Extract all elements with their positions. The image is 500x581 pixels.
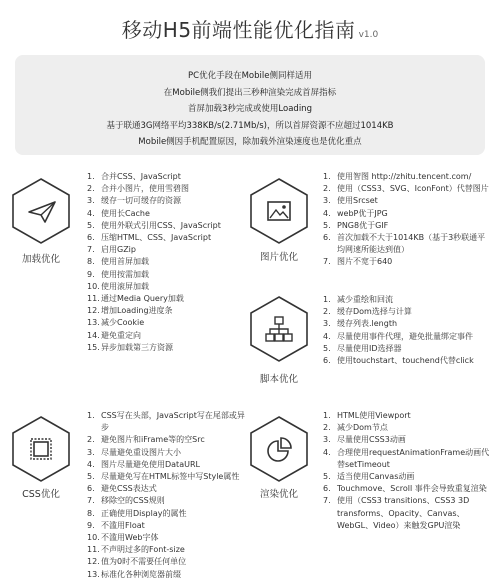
list-item-number: 6. [87, 233, 95, 243]
list-item [87, 195, 247, 207]
list-item-number: 3. [87, 447, 95, 457]
list-item-number: 4. [323, 447, 331, 457]
list-item [323, 256, 493, 268]
list-item-number: 7. [87, 245, 95, 255]
list-item-number: 8. [87, 508, 95, 518]
list-item-number: 9. [87, 520, 95, 530]
script-hexagon [250, 296, 308, 362]
list-item-number: 6. [323, 484, 331, 494]
list-item-number: 4. [87, 208, 95, 218]
list-item-number: 11. [87, 294, 100, 304]
list-item [323, 183, 493, 195]
list-item-number: 1. [323, 172, 331, 181]
list-item-text: 启用GZip [101, 245, 136, 255]
list-item [323, 422, 493, 434]
list-item [323, 410, 493, 422]
list-item [87, 471, 252, 483]
page-title [0, 14, 500, 43]
list-item-number: 3. [323, 435, 331, 445]
list-item [323, 306, 493, 318]
list-item [323, 434, 493, 446]
pie-chart-icon [250, 416, 308, 482]
list-item-number: 15. [87, 342, 100, 352]
list-item [87, 520, 252, 532]
list-item-text: 标准化各种浏览器前缀 [101, 569, 181, 579]
list-item [87, 305, 247, 317]
list-item [87, 459, 252, 471]
list-item-text: 使用（CSS3 transitions、CSS3 3D transforms、Opacity、Canvas、WebGL、Video）来触发GPU渲染 [337, 496, 470, 530]
list-item [323, 343, 493, 355]
list-item-text: HTML使用Viewport [337, 411, 411, 420]
list-item-text: Touchmove、Scroll 事件会导致重复渲染 [337, 484, 487, 494]
summary-line: 基于联通3G网络平均338KB/s(2.71Mb/s)，所以首屏资源不应超过1014KB [106, 120, 394, 131]
list-item [323, 331, 493, 343]
list-item [87, 220, 247, 232]
list-item-text: 通过Media Query加载 [101, 294, 184, 304]
list-item-number: 1. [87, 411, 95, 420]
list-item [87, 183, 247, 195]
css-hexagon [12, 416, 70, 482]
list-item [87, 293, 247, 305]
list-item [87, 483, 252, 495]
list-item [87, 342, 247, 354]
list-item-text: 尽量使用CSS3动画 [337, 435, 406, 445]
list-item [87, 508, 252, 520]
list-item-text: 尽量使用事件代理，避免批量绑定事件 [337, 331, 473, 341]
list-item [87, 544, 252, 556]
list-item-text: 压缩HTML、CSS、JavaScript [101, 233, 212, 243]
sitemap-icon [250, 296, 308, 362]
list-item-text: 值为0时不需要任何单位 [101, 557, 187, 567]
list-item-text: 避免图片和iFrame等的空Src [101, 435, 205, 445]
list-item [87, 330, 247, 342]
list-item-text: 使用（CSS3、SVG、IconFont）代替图片 [337, 184, 489, 194]
list-item [87, 532, 252, 544]
list-item-text: 图片不宽于640 [337, 257, 393, 267]
list-item [323, 294, 493, 306]
paper-plane-icon [12, 178, 70, 244]
list-item-text: 缓存列表.length [337, 319, 398, 329]
list-item-number: 12. [87, 306, 100, 316]
list-item-number: 2. [323, 423, 331, 433]
list-item-number: 7. [87, 496, 95, 506]
script-label: 脚本优化 [259, 374, 298, 385]
list-item-number: 10. [87, 533, 100, 543]
list-item-text: PNG8优于GIF [337, 220, 389, 230]
list-item-text: 合并CSS、JavaScript [101, 172, 181, 181]
list-item [87, 256, 247, 268]
list-item-text: 使用Srcset [337, 196, 378, 206]
image-list [323, 171, 493, 269]
css-label: CSS优化 [22, 489, 60, 500]
list-item-text: 尽量避免重设图片大小 [101, 447, 181, 457]
list-item-text: 使用touchstart、touchend代替click [337, 356, 474, 366]
list-item-number: 2. [323, 307, 331, 317]
list-item-text: 适当使用Canvas动画 [337, 472, 415, 482]
list-item [323, 355, 493, 367]
list-item-number: 6. [323, 356, 331, 366]
list-item-number: 4. [87, 459, 95, 469]
render-hexagon [250, 416, 308, 482]
list-item-text: 不滥用Web字体 [101, 533, 159, 543]
list-item-number: 2. [87, 435, 95, 445]
list-item-number: 10. [87, 281, 100, 291]
list-item [87, 556, 252, 568]
list-item-number: 3. [323, 319, 331, 329]
render-list [323, 410, 493, 532]
list-item-text: 使用外联式引用CSS、JavaScript [101, 220, 221, 230]
loading-hexagon [12, 178, 70, 244]
list-item-number: 5. [323, 220, 331, 230]
list-item-text: CSS写在头部，JavaScript写在尾部或异步 [101, 411, 245, 433]
list-item-number: 2. [323, 184, 331, 194]
list-item-number: 7. [323, 496, 331, 506]
list-item [323, 447, 493, 471]
list-item [87, 171, 247, 183]
list-item-number: 12. [87, 557, 100, 567]
list-item-text: 避免CSS表达式 [101, 484, 157, 494]
list-item-number: 4. [323, 208, 331, 218]
loading-list [87, 171, 247, 354]
list-item-number: 5. [87, 220, 95, 230]
list-item [87, 495, 252, 507]
list-item-number: 6. [323, 233, 331, 243]
list-item-text: 异步加载第三方资源 [101, 342, 173, 352]
list-item-text: 使用长Cache [101, 208, 150, 218]
list-item-number: 1. [87, 172, 95, 181]
list-item-number: 13. [87, 569, 100, 579]
list-item-number: 2. [87, 184, 95, 194]
list-item-text: 使用按需加载 [101, 269, 149, 279]
image-icon [250, 178, 308, 244]
list-item [87, 447, 252, 459]
list-item-text: 合理使用requestAnimationFrame动画代替setTimeout [337, 447, 490, 469]
summary-line: PC优化手段在Mobile侧同样适用 [188, 71, 312, 81]
render-label: 渲染优化 [259, 489, 298, 500]
list-item-text: 移除空的CSS规则 [101, 496, 165, 506]
list-item-number: 5. [323, 343, 331, 353]
list-item-number: 1. [323, 411, 331, 420]
list-item-number: 13. [87, 318, 100, 328]
list-item-text: 正确使用Display的属性 [101, 508, 187, 518]
list-item-text: 减少Dom节点 [337, 423, 388, 433]
list-item [323, 220, 493, 232]
list-item-text: 尽量使用ID选择器 [337, 343, 402, 353]
list-item-number: 6. [87, 484, 95, 494]
version-label: v1.0 [358, 30, 379, 40]
list-item [323, 318, 493, 330]
list-item-number: 1. [323, 295, 331, 304]
summary-line: 在Mobile侧我们提出三秒种渲染完成首屏指标 [163, 87, 337, 98]
list-item-number: 4. [323, 331, 331, 341]
list-item-text: 使用智图 http://zhitu.tencent.com/ [337, 172, 472, 181]
script-list [323, 294, 493, 367]
css-list [87, 410, 252, 581]
list-item [323, 483, 493, 495]
list-item-number: 5. [87, 472, 95, 482]
list-item [323, 495, 493, 532]
list-item-number: 3. [323, 196, 331, 206]
list-item-text: 尽量避免写在HTML标签中写Style属性 [101, 472, 240, 482]
summary-box [15, 55, 485, 155]
list-item [87, 569, 252, 581]
list-item [87, 281, 247, 293]
list-item [87, 269, 247, 281]
title-text: 移动H5前端性能优化指南 [121, 18, 356, 42]
list-item [323, 232, 493, 256]
loading-label: 加载优化 [21, 254, 60, 265]
list-item-text: 避免重定向 [101, 330, 141, 340]
list-item-number: 7. [323, 257, 331, 267]
stamp-icon [12, 416, 70, 482]
list-item-text: 增加Loading进度条 [101, 306, 173, 316]
list-item [87, 232, 247, 244]
list-item-text: webP优于JPG [337, 208, 388, 218]
list-item-number: 8. [87, 257, 95, 267]
summary-line: 首屏加载3秒完成或使用Loading [188, 104, 312, 114]
list-item-text: 首次加载不大于1014KB（基于3秒联通平均网速所能达到值） [337, 233, 486, 255]
list-item-text: 合并小图片，使用雪碧图 [101, 184, 189, 194]
list-item [323, 471, 493, 483]
list-item-number: 11. [87, 545, 100, 555]
list-item [87, 434, 252, 446]
image-label: 图片优化 [259, 252, 298, 263]
list-item-text: 缓存Dom选择与计算 [337, 307, 412, 317]
list-item [87, 317, 247, 329]
list-item-text: 减少重绘和回流 [337, 295, 393, 304]
list-item-text: 使用滚屏加载 [101, 281, 149, 291]
list-item-text: 缓存一切可缓存的资源 [101, 196, 181, 206]
list-item [323, 208, 493, 220]
list-item-text: 减少Cookie [101, 318, 145, 328]
list-item-text: 不滥用Float [101, 520, 145, 530]
list-item [323, 195, 493, 207]
summary-line: Mobile侧因手机配置原因，除加载外渲染速度也是优化重点 [138, 137, 362, 147]
list-item [323, 171, 493, 183]
list-item-text: 不声明过多的Font-size [101, 545, 185, 555]
list-item-number: 14. [87, 330, 100, 340]
list-item [87, 410, 252, 434]
list-item-number: 3. [87, 196, 95, 206]
image-hexagon [250, 178, 308, 244]
list-item [87, 244, 247, 256]
list-item-text: 使用首屏加载 [101, 257, 149, 267]
list-item-number: 5. [323, 472, 331, 482]
list-item [87, 208, 247, 220]
list-item-text: 图片尽量避免使用DataURL [101, 459, 200, 469]
list-item-number: 9. [87, 269, 95, 279]
